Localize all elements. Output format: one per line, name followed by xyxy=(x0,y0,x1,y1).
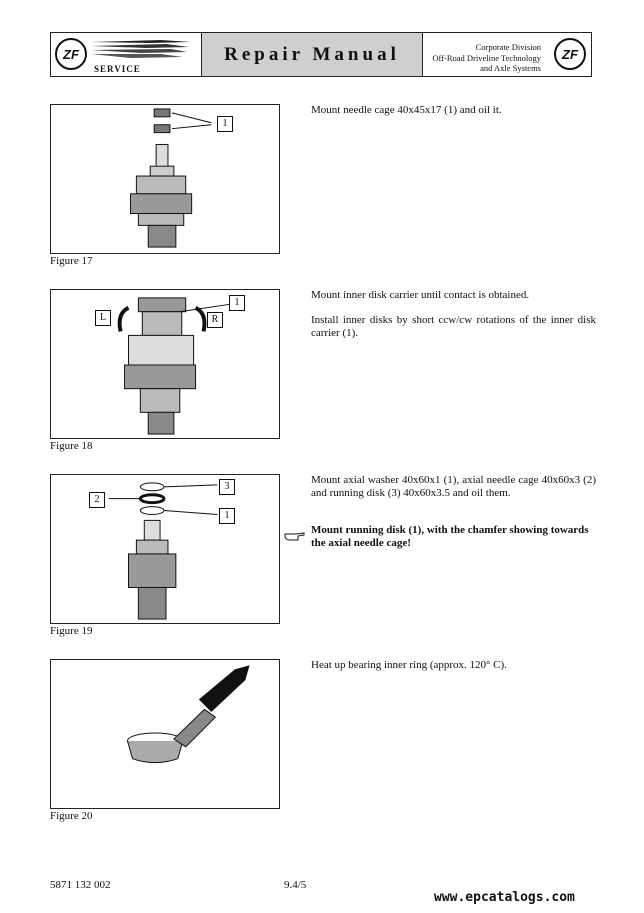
figure-17-instructions xyxy=(311,104,596,129)
instruction-paragraph: Mount needle cage 40x45x17 (1) and oil it. xyxy=(311,104,502,116)
zf-logo-icon: ZF xyxy=(55,38,87,70)
callout-L: L xyxy=(95,310,111,326)
axial-washer-drawing xyxy=(51,475,279,623)
callout-1: 1 xyxy=(219,508,235,524)
figure-19-image xyxy=(50,474,280,624)
figure-20-instructions xyxy=(311,659,596,684)
instruction-paragraph: Mount axial washer 40x60x1 (1), axial needle cage 40x60x3 (2) and running disk (3) 40x60x3.5 and oil them. xyxy=(311,474,596,499)
division-line-1: Corporate Division xyxy=(475,42,541,52)
instruction-paragraph: Mount inner disk carrier until contact is obtained. xyxy=(311,289,530,301)
figure-17-caption: Figure 17 xyxy=(50,255,93,267)
bearing-heating-drawing xyxy=(51,660,279,808)
figure-18-instructions xyxy=(311,289,596,352)
instruction-paragraph: Install inner disks by short ccw/cw rotations of the inner disk carrier (1). xyxy=(311,314,596,339)
page-header xyxy=(50,32,592,77)
division-line-2: Off-Road Driveline Technology xyxy=(432,52,541,63)
watermark-link[interactable]: www.epcatalogs.com xyxy=(434,890,575,905)
callout-3: 3 xyxy=(219,479,235,495)
instruction-paragraph: Heat up bearing inner ring (approx. 120° C). xyxy=(311,659,507,671)
figure-18-image xyxy=(50,289,280,439)
warning-note: Mount running disk (1), with the chamfer showing towards the axial needle cage! xyxy=(311,524,589,549)
inner-disk-carrier-drawing xyxy=(51,290,279,438)
header-title-area xyxy=(202,33,423,76)
service-label: SERVICE xyxy=(94,64,141,74)
zf-logo-right-icon: ZF xyxy=(554,38,586,70)
figure-17-image xyxy=(50,104,280,254)
callout-R: R xyxy=(207,312,223,328)
callout-1: 1 xyxy=(229,295,245,311)
pointing-hand-icon xyxy=(284,530,306,542)
division-text xyxy=(432,42,541,74)
page-title: Repair Manual xyxy=(224,43,400,65)
service-swoosh-icon xyxy=(91,39,191,61)
document-number: 5871 132 002 xyxy=(50,879,111,891)
needle-cage-shaft-drawing xyxy=(51,105,279,253)
figure-20-image xyxy=(50,659,280,809)
figure-19-instructions xyxy=(311,474,596,512)
figure-19-caption: Figure 19 xyxy=(50,625,93,637)
callout-1: 1 xyxy=(217,116,233,132)
header-left-logo-area xyxy=(51,33,202,76)
figure-18-caption: Figure 18 xyxy=(50,440,93,452)
division-line-3: and Axle Systems xyxy=(480,63,541,73)
figure-20-caption: Figure 20 xyxy=(50,810,93,822)
header-right-area xyxy=(423,33,591,76)
callout-2: 2 xyxy=(89,492,105,508)
page-number: 9.4/5 xyxy=(284,879,307,891)
